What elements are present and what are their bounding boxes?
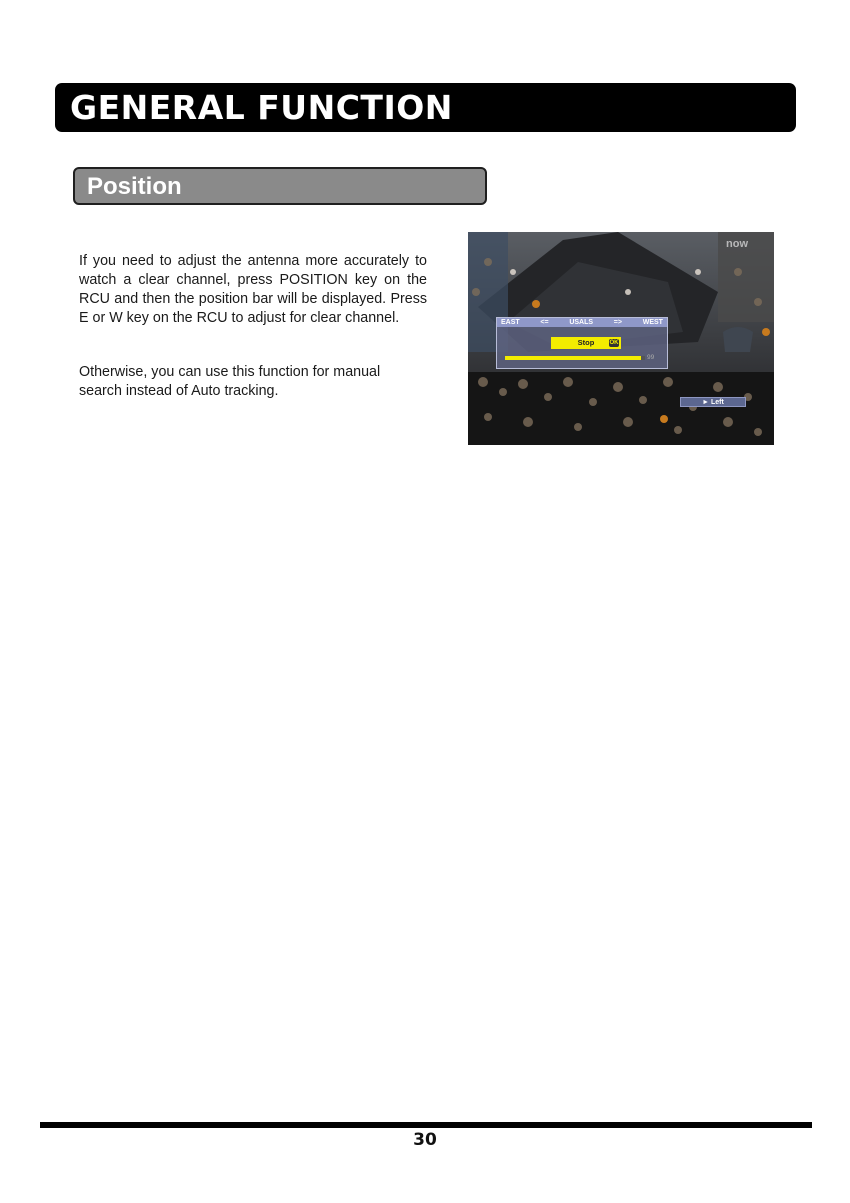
body-paragraph: If you need to adjust the antenna more accurately to watch a clear channel, press POSITION key on the RCU and then the position bar will be displayed. Press E or W key on the RCU to adjust for clear channel. — [79, 253, 427, 326]
play-icon: ► — [702, 399, 710, 406]
osd-left-arrow: <= — [540, 319, 549, 326]
position-progress-bar — [505, 356, 645, 360]
osd-direction-header — [497, 318, 667, 327]
ok-icon: OK — [609, 340, 619, 346]
osd-usals-label: USALS — [569, 319, 594, 326]
stop-label: Stop — [577, 338, 595, 347]
position-osd-panel — [496, 317, 668, 369]
left-label: Left — [711, 399, 724, 406]
channel-logo: now — [726, 238, 748, 250]
footer-rule — [40, 1122, 812, 1128]
section-title: Position — [87, 173, 182, 200]
page-number: 30 — [413, 1130, 437, 1150]
position-progress-fill — [505, 356, 641, 360]
progress-value: 99 — [647, 354, 655, 361]
osd-east-label: EAST — [501, 319, 520, 326]
osd-right-arrow: => — [613, 319, 622, 326]
left-indicator — [680, 397, 746, 407]
header-bar — [55, 83, 796, 132]
osd-west-label: WEST — [642, 319, 663, 326]
stop-button — [551, 337, 621, 349]
body-paragraph: Otherwise, you can use this function for manual search instead of Auto tracking. — [79, 364, 381, 399]
section-tab — [73, 167, 487, 205]
tv-screenshot — [468, 232, 774, 445]
page-title: GENERAL FUNCTION — [70, 88, 453, 127]
